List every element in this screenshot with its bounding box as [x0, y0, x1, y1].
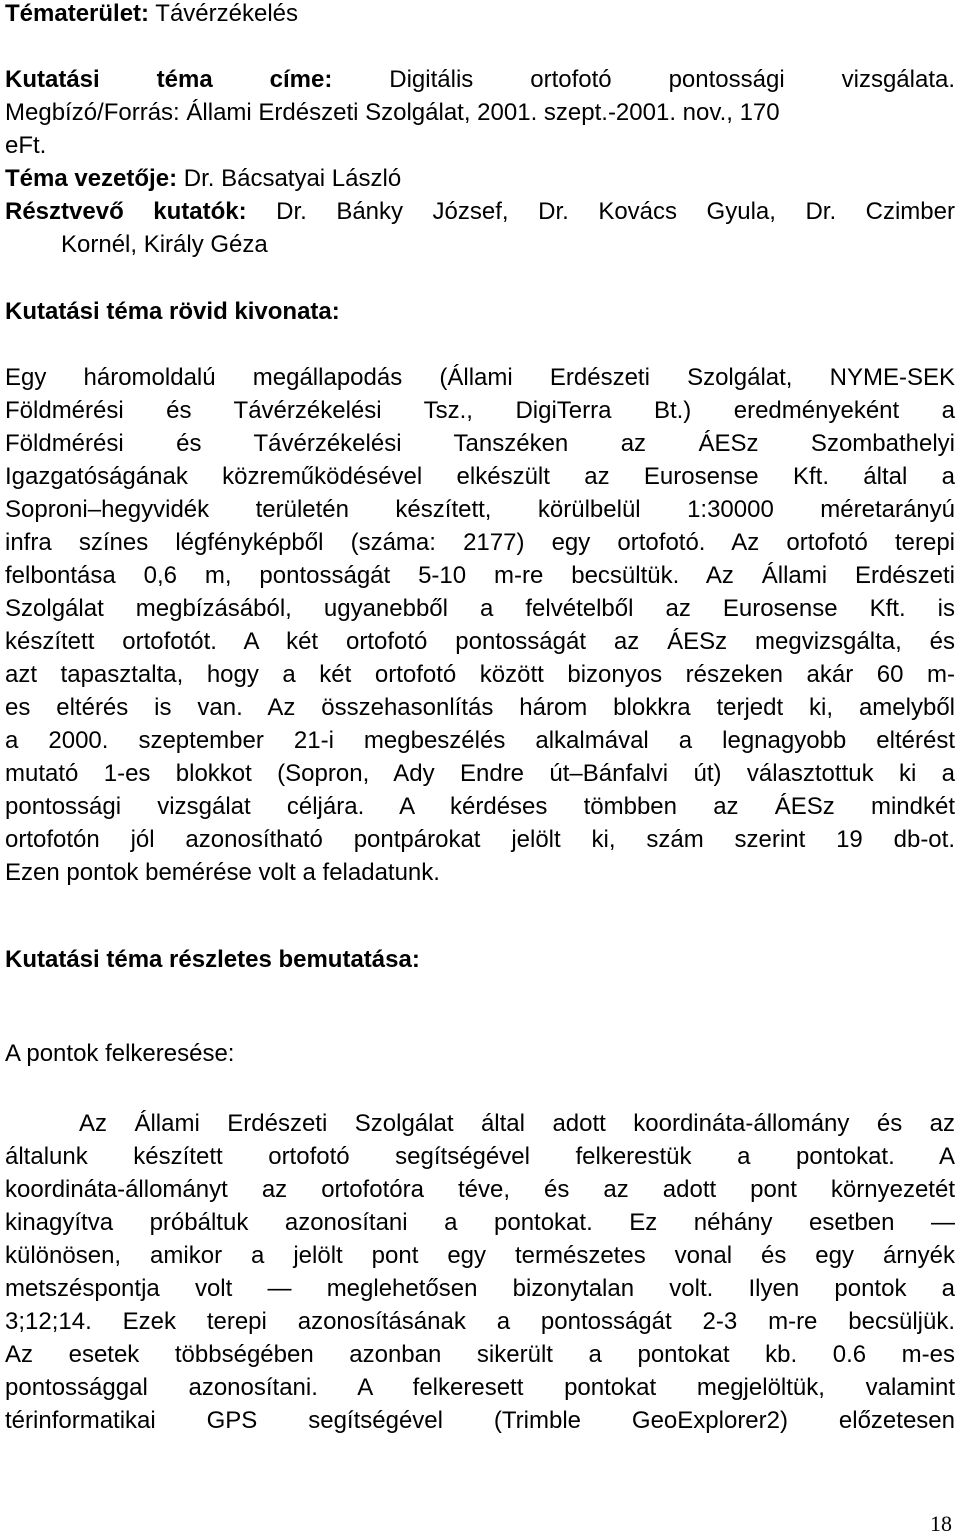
abstract-line: pontossági vizsgálat céljára. A kérdéses tömbben az ÁESz mindkét: [5, 793, 955, 820]
researchers-line: [5, 198, 955, 226]
topic-line: [5, 0, 298, 28]
abstract-line: felbontása 0,6 m, pontosságát 5-10 m-re becsültük. Az Állami Erdészeti: [5, 562, 955, 589]
research-title-label: Kutatási téma címe:: [5, 66, 333, 93]
abstract-heading: Kutatási téma rövid kivonata:: [5, 298, 340, 325]
researchers-label: Résztvevő kutatók:: [5, 198, 247, 225]
details-heading: Kutatási téma részletes bemutatása:: [5, 946, 420, 973]
abstract-line: es eltérés is van. Az összehasonlítás három blokkra terjedt ki, amelyből: [5, 694, 955, 721]
abstract-line: Ezen pontok bemérése volt a feladatunk.: [5, 859, 440, 886]
details-line: térinformatikai GPS segítségével (Trimble GeoExplorer2) előzetesen: [5, 1407, 955, 1434]
leader-line: [5, 165, 401, 193]
abstract-line: Földmérési és Távérzékelési Tsz., DigiTerra Bt.) eredményeként a: [5, 397, 955, 424]
details-line: kinagyítva próbáltuk azonosítani a pontokat. Ez néhány esetben —: [5, 1209, 955, 1236]
researchers-line-cont: Kornél, Király Géza: [61, 231, 268, 258]
details-line: metszéspontja volt — meglehetősen bizonytalan volt. Ilyen pontok a: [5, 1275, 955, 1302]
topic-value: Távérzékelés: [155, 0, 299, 27]
abstract-line: azt tapasztalta, hogy a két ortofotó között bizonyos részeken akár 60 m-: [5, 661, 955, 688]
abstract-line: Soproni–hegyvidék területén készített, körülbelül 1:30000 méretarányú: [5, 496, 955, 523]
sponsor-line-cont: eFt.: [5, 132, 47, 159]
sponsor-line: Megbízó/Forrás: Állami Erdészeti Szolgálat, 2001. szept.-2001. nov., 170: [5, 99, 780, 126]
research-title-value: Digitális ortofotó pontossági vizsgálata.: [389, 66, 955, 93]
leader-value: Dr. Bácsatyai László: [183, 165, 402, 192]
abstract-line: Szolgálat megbízásából, ugyanebből a felvételből az Eurosense Kft. is: [5, 595, 955, 622]
abstract-line: Igazgatóságának közreműködésével elkészült az Eurosense Kft. által a: [5, 463, 955, 490]
abstract-line: Földmérési és Távérzékelési Tanszéken az ÁESz Szombathelyi: [5, 430, 955, 457]
details-line: koordináta-állományt az ortofotóra téve, és az adott pont környezetét: [5, 1176, 955, 1203]
abstract-line: mutató 1-es blokkot (Sopron, Ady Endre út–Bánfalvi út) választottuk ki a: [5, 760, 955, 787]
details-line: általunk készített ortofotó segítségével felkerestük a pontokat. A: [5, 1143, 955, 1170]
abstract-line: infra színes légfényképből (száma: 2177) egy ortofotó. Az ortofotó terepi: [5, 529, 955, 556]
details-subheading: A pontok felkeresése:: [5, 1040, 235, 1067]
abstract-line: Egy háromoldalú megállapodás (Állami Erdészeti Szolgálat, NYME-SEK: [5, 364, 955, 391]
details-line: 3;12;14. Ezek terepi azonosításának a pontosságát 2-3 m-re becsüljük.: [5, 1308, 955, 1335]
details-line: pontossággal azonosítani. A felkeresett pontokat megjelöltük, valamint: [5, 1374, 955, 1401]
details-line: Az Állami Erdészeti Szolgálat által adott koordináta-állomány és az: [79, 1110, 955, 1137]
topic-label: Tématerület:: [5, 0, 150, 27]
researchers-value: Dr. Bánky József, Dr. Kovács Gyula, Dr. Czimber: [276, 198, 955, 225]
abstract-line: ortofotón jól azonosítható pontpárokat jelölt ki, szám szerint 19 db-ot.: [5, 826, 955, 853]
details-line: különösen, amikor a jelölt pont egy természetes vonal és egy árnyék: [5, 1242, 955, 1269]
page-number: 18: [930, 1511, 952, 1536]
leader-label: Téma vezetője:: [5, 165, 178, 192]
abstract-line: a 2000. szeptember 21-i megbeszélés alkalmával a legnagyobb eltérést: [5, 727, 955, 754]
details-line: Az esetek többségében azonban sikerült a pontokat kb. 0.6 m-es: [5, 1341, 955, 1368]
abstract-line: készített ortofotót. A két ortofotó pontosságát az ÁESz megvizsgálta, és: [5, 628, 955, 655]
research-title-line: [5, 66, 955, 94]
